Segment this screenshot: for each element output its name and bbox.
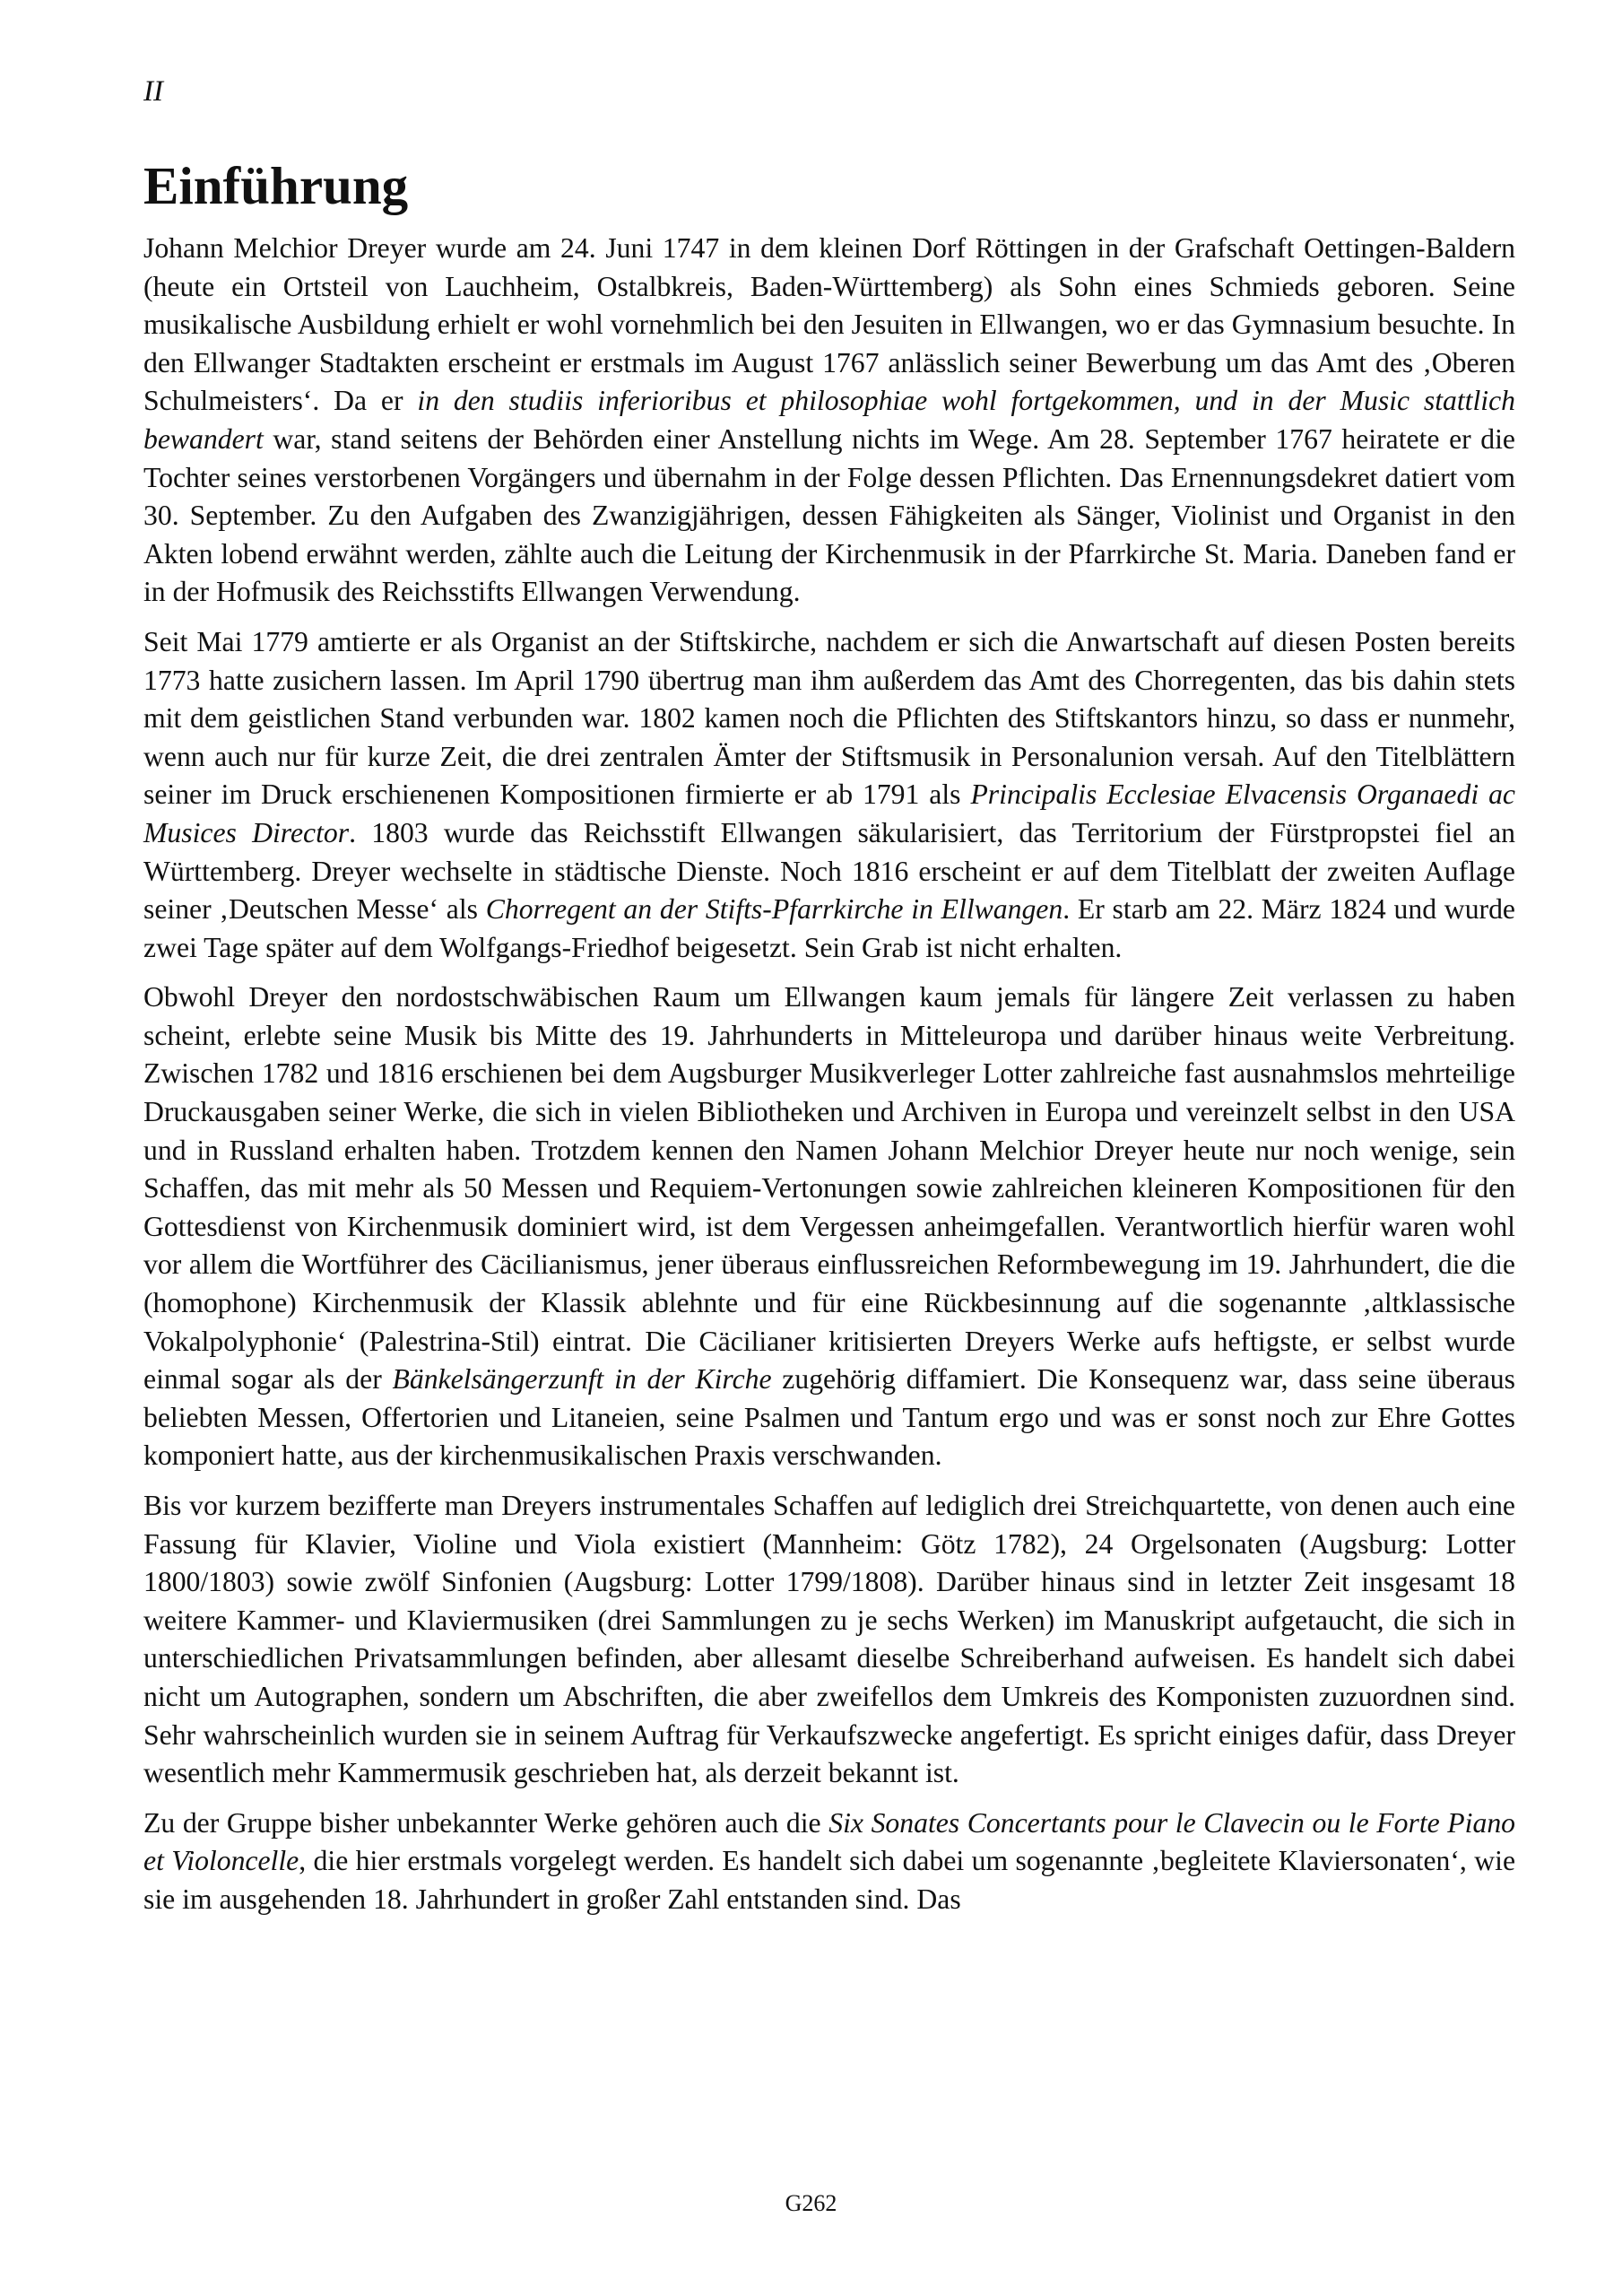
body-paragraph [143,978,1515,1475]
text-run: . Er starb am 22. März 1824 und wurde zwei Tage später auf dem Wolfgangs-Friedhof beigesetzt. Sein Grab ist nicht erhalten. [143,893,1515,963]
body-paragraph [143,623,1515,967]
body-paragraph [143,230,1515,612]
italic-quotation: Six Sonates Concertants pour le Clavecin ou le Forte Piano et Violoncelle [143,1806,1516,1877]
body-paragraph [143,1805,1515,1919]
italic-quotation: in den studiis inferioribus et philosophiae wohl fortgekommen, und in der Music stattlich bewandert [143,385,1515,455]
italic-quotation: Chorregent an der Stifts-Pfarrkirche in Ellwangen [485,893,1063,926]
text-run: Seit Mai 1779 amtierte er als Organist an der Stiftskirche, nachdem er sich die Anwartschaft auf diesen Posten bereits 1773 hatte zusichern lassen. Im April 1790 übertrug man ihm außerdem das Amt des Chorregenten, das bis dahin stets mit dem geistlichen Stand verbunden war. 1802 kamen noch die Pflichten des Stiftskantors hinzu, so dass er nunmehr, wenn auch nur für kurze Zeit, die drei zentralen Ämter der Stiftsmusik in Personalunion versah. Auf den Titelblättern seiner im Druck erschienenen Kompositionen firmierte er ab 1791 als [143,625,1515,811]
italic-quotation: Principalis Ecclesiae Elvacensis Organaedi ac Musices Director [143,778,1515,848]
text-run: war, stand seitens der Behörden einer Anstellung nichts im Wege. Am 28. September 1767 heiratete er die Tochter seines verstorbenen Vorgängers und übernahm in der Folge dessen Pflichten. Das Ernennungsdekret datiert vom 30. September. Zu den Aufgaben des Zwanzigjährigen, dessen Fähigkeiten als Sänger, Violinist und Organist in den Akten lobend erwähnt werden, zählte auch die Leitung der Kirchenmusik in der Pfarrkirche St. Maria. Daneben fand er in der Hofmusik des Reichsstifts Ellwangen Verwendung. [143,422,1515,608]
body-text [143,230,1515,1919]
page-folio: II [143,75,163,108]
italic-quotation: Bänkelsängerzunft in der Kirche [392,1363,772,1396]
text-run: Johann Melchior Dreyer wurde am 24. Juni 1747 in dem kleinen Dorf Röttingen in der Grafschaft Oettingen-Baldern (heute ein Ortsteil von Lauchheim, Ostalbkreis, Baden-Württemberg) als Sohn eines Schmieds geboren. Seine musikalische Ausbildung erhielt er wohl vornehmlich bei den Jesuiten in Ellwangen, wo er das Gymnasium besuchte. In den Ellwanger Stadtakten erscheint er erstmals im August 1767 anlässlich seiner Bewerbung um das Amt des ‚Oberen Schulmeisters‘. Da er [143,232,1515,417]
page-footer: G262 [785,2190,837,2216]
text-run: Zu der Gruppe bisher unbekannter Werke gehören auch die [143,1806,829,1839]
text-run: Bis vor kurzem bezifferte man Dreyers instrumentales Schaffen auf lediglich drei Streichquartette, von denen auch eine Fassung für Klavier, Violine und Viola existiert (Mannheim: Götz 1782), 24 Orgelsonaten (Augsburg: Lotter 1800/1803) sowie zwölf Sinfonien (Augsburg: Lotter 1799/1808). Darüber hinaus sind in letzter Zeit insgesamt 18 weitere Kammer- und Klaviermusiken (drei Sammlungen zu je sechs Werken) im Manuskript aufgetaucht, die sich in unterschiedlichen Privatsammlungen befinden, aber allesamt dieselbe Schreiberhand aufweisen. Es handelt sich dabei nicht um Autographen, sondern um Abschriften, die aber zweifellos dem Umkreis des Komponisten zuzuordnen sind. Sehr wahrscheinlich wurden sie in seinem Auftrag für Verkaufszwecke angefertigt. Es spricht einiges dafür, dass Dreyer wesentlich mehr Kammermusik geschrieben hat, als derzeit bekannt ist. [143,1490,1515,1789]
text-run: , die hier erstmals vorgelegt werden. Es handelt sich dabei um sogenannte ‚begleitete Klaviersonaten‘, wie sie im ausgehenden 18. Jahrhundert in großer Zahl entstanden sind. Das [143,1845,1516,1915]
text-run: Obwohl Dreyer den nordostschwäbischen Raum um Ellwangen kaum jemals für längere Zeit verlassen zu haben scheint, erlebte seine Musik bis Mitte des 19. Jahrhunderts in Mitteleuropa und darüber hinaus weite Verbreitung. Zwischen 1782 und 1816 erschienen bei dem Augsburger Musikverleger Lotter zahlreiche fast ausnahmslos mehrteilige Druckausgaben seiner Werke, die sich in vielen Bibliotheken und Archiven in Europa und vereinzelt selbst in den USA und in Russland erhalten haben. Trotzdem kennen den Namen Johann Melchior Dreyer heute nur noch wenige, sein Schaffen, das mit mehr als 50 Messen und Requiem-Vertonungen sowie zahlreichen kleineren Kompositionen für den Gottesdienst von Kirchenmusik dominiert wird, ist dem Vergessen anheimgefallen. Verantwortlich hierfür waren wohl vor allem die Wortführer des Cäcilianismus, jener überaus einflussreichen Reformbewegung im 19. Jahrhundert, die die (homophone) Kirchenmusik der Klassik ablehnte und für eine Rückbesinnung auf die sogenannte ‚altklassische Vokalpolyphonie‘ (Palestrina-Stil) eintrat. Die Cäcilianer kritisierten Dreyers Werke aufs heftigste, er selbst wurde einmal sogar als der [143,981,1515,1396]
text-run: zugehörig diffamiert. Die Konsequenz war, dass seine überaus beliebten Messen, Offertorien und Litaneien, seine Psalmen und Tantum ergo und was er sonst noch zur Ehre Gottes komponiert hatte, aus der kirchenmusikalischen Praxis verschwanden. [143,1363,1515,1472]
text-run: . 1803 wurde das Reichsstift Ellwangen säkularisiert, das Territorium der Fürstpropstei fiel an Württemberg. Dreyer wechselte in städtische Dienste. Noch 1816 erscheint er auf dem Titelblatt der zweiten Auflage seiner ‚Deutschen Messe‘ als [143,816,1515,926]
body-paragraph [143,1487,1515,1793]
page-title: Einführung [143,156,409,215]
